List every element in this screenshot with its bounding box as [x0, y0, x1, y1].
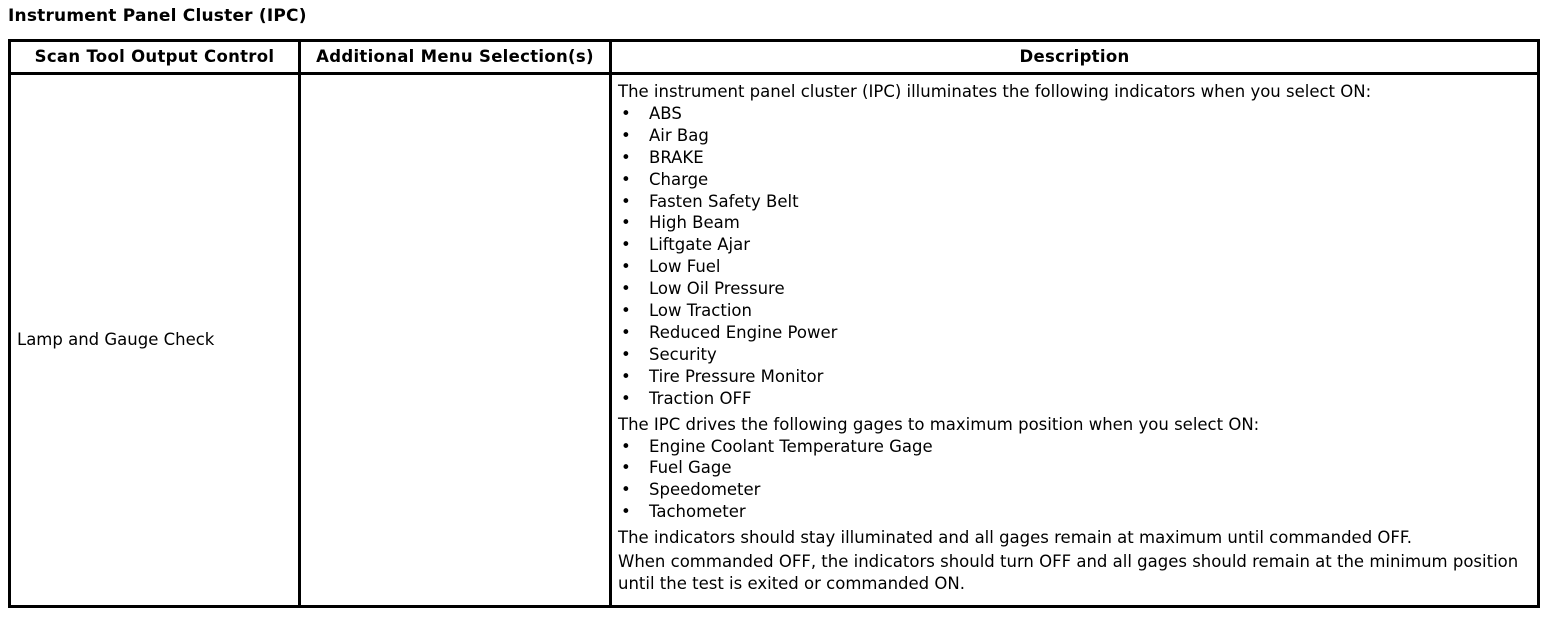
bullet-icon: •	[621, 235, 631, 255]
list-item-label: Liftgate Ajar	[649, 235, 750, 255]
bullet-icon: •	[621, 388, 631, 408]
list-item	[618, 388, 1531, 410]
list-item	[618, 300, 1531, 322]
indicators-intro: The instrument panel cluster (IPC) illuminates the following indicators when you select ON:	[618, 82, 1372, 101]
table-header-row	[10, 41, 1539, 74]
list-item	[618, 436, 1531, 458]
bullet-icon: •	[621, 213, 631, 233]
cell-menu-selection	[300, 74, 611, 607]
list-item-label: Tire Pressure Monitor	[649, 366, 824, 386]
list-item	[618, 366, 1531, 388]
list-item-label: Low Fuel	[649, 257, 721, 277]
note-commanded-off: When commanded OFF, the indicators should turn OFF and all gages should remain at the minimum position until the test is exited or commanded ON.	[618, 552, 1519, 593]
list-item-label: Engine Coolant Temperature Gage	[649, 436, 933, 456]
bullet-icon: •	[621, 279, 631, 299]
list-item	[618, 501, 1531, 523]
bullet-icon: •	[621, 366, 631, 386]
bullet-icon: •	[621, 103, 631, 123]
list-item	[618, 278, 1531, 300]
list-item-label: Low Traction	[649, 301, 752, 321]
list-item-label: Traction OFF	[649, 388, 752, 408]
list-item-label: Security	[649, 344, 717, 364]
header-additional-menu-selections: Additional Menu Selection(s)	[300, 41, 611, 74]
header-scan-tool-output-control: Scan Tool Output Control	[10, 41, 300, 74]
gage-list	[618, 436, 1531, 524]
list-item-label: Reduced Engine Power	[649, 322, 838, 342]
cell-description	[611, 74, 1539, 607]
list-item	[618, 103, 1531, 125]
gages-intro: The IPC drives the following gages to maximum position when you select ON:	[618, 414, 1260, 434]
list-item-label: Low Oil Pressure	[649, 279, 785, 299]
list-item-label: BRAKE	[649, 147, 704, 167]
bullet-icon: •	[621, 502, 631, 522]
page-title: Instrument Panel Cluster (IPC)	[8, 6, 307, 26]
bullet-icon: •	[621, 169, 631, 189]
bullet-icon: •	[621, 480, 631, 500]
cell-control-name: Lamp and Gauge Check	[10, 74, 300, 607]
bullet-icon: •	[621, 458, 631, 478]
bullet-icon: •	[621, 322, 631, 342]
list-item-label: Tachometer	[649, 502, 746, 522]
list-item-label: Charge	[649, 169, 709, 189]
ipc-output-control-table	[8, 39, 1540, 608]
list-item	[618, 191, 1531, 213]
bullet-icon: •	[621, 147, 631, 167]
list-item	[618, 479, 1531, 501]
list-item	[618, 147, 1531, 169]
table-row	[10, 74, 1539, 607]
list-item-label: ABS	[649, 103, 682, 123]
bullet-icon: •	[621, 344, 631, 364]
indicator-list	[618, 103, 1531, 410]
bullet-icon: •	[621, 125, 631, 145]
list-item-label: High Beam	[649, 213, 740, 233]
list-item	[618, 125, 1531, 147]
note-stay-illuminated: The indicators should stay illuminated and all gages remain at maximum until commanded OFF.	[618, 528, 1412, 548]
list-item	[618, 322, 1531, 344]
list-item	[618, 169, 1531, 191]
list-item	[618, 256, 1531, 278]
list-item	[618, 212, 1531, 234]
list-item-label: Speedometer	[649, 480, 761, 500]
list-item	[618, 344, 1531, 366]
list-item	[618, 234, 1531, 256]
bullet-icon: •	[621, 191, 631, 211]
list-item-label: Air Bag	[649, 125, 709, 145]
list-item-label: Fasten Safety Belt	[649, 191, 799, 211]
list-item	[618, 457, 1531, 479]
bullet-icon: •	[621, 301, 631, 321]
header-description: Description	[611, 41, 1539, 74]
bullet-icon: •	[621, 436, 631, 456]
bullet-icon: •	[621, 257, 631, 277]
list-item-label: Fuel Gage	[649, 458, 732, 478]
